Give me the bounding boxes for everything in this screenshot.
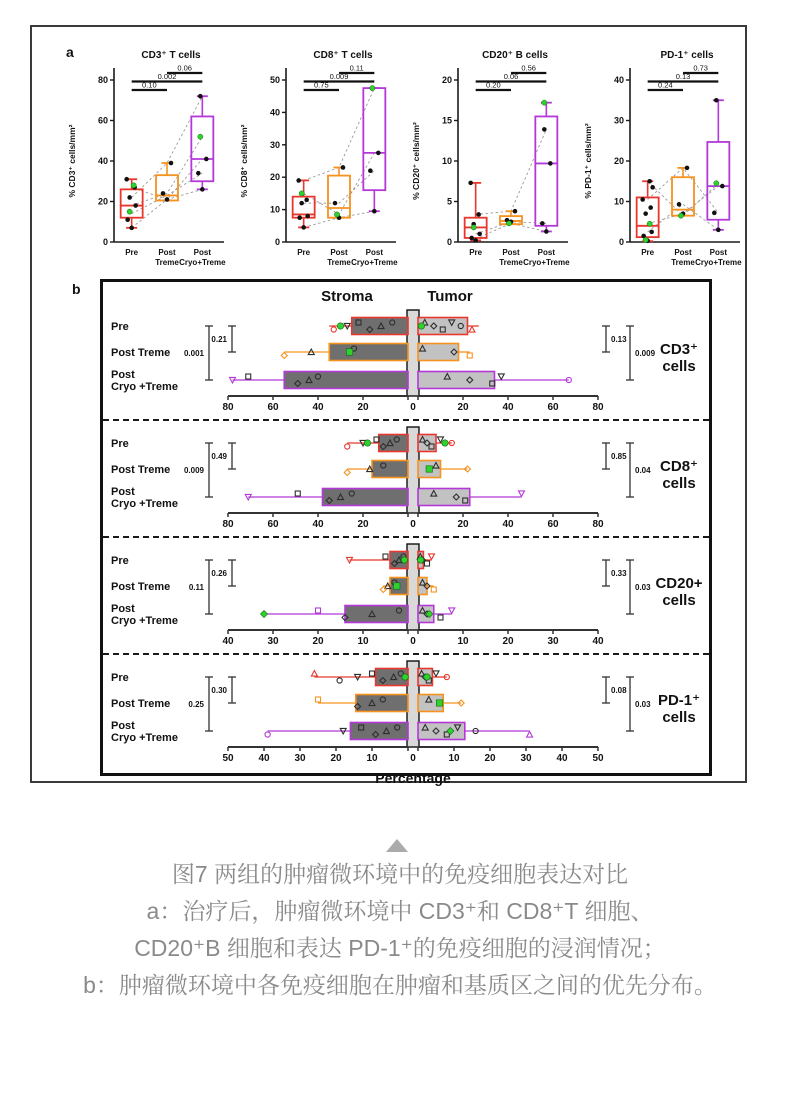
percentage-label: Percentage — [375, 770, 451, 786]
svg-text:Cryo +Treme: Cryo +Treme — [111, 498, 178, 510]
panel-b-footer — [103, 768, 709, 792]
svg-text:10: 10 — [366, 753, 378, 763]
svg-text:40: 40 — [258, 753, 270, 763]
tornado-cd3-cells — [103, 306, 709, 412]
svg-text:0.49: 0.49 — [211, 452, 227, 461]
svg-text:Post: Post — [111, 603, 135, 615]
svg-text:0: 0 — [446, 237, 452, 247]
svg-text:Post: Post — [365, 248, 384, 257]
svg-text:60: 60 — [97, 115, 108, 126]
svg-text:Treme: Treme — [499, 258, 523, 267]
svg-text:50: 50 — [269, 75, 280, 85]
svg-text:CD3⁺ T cells: CD3⁺ T cells — [141, 50, 201, 61]
svg-text:CD20+: CD20+ — [655, 575, 703, 592]
svg-text:40: 40 — [502, 402, 514, 412]
svg-text:Post Treme: Post Treme — [111, 581, 171, 593]
svg-text:10: 10 — [357, 636, 369, 646]
svg-text:0.009: 0.009 — [635, 349, 656, 358]
svg-text:0: 0 — [102, 237, 108, 247]
boxplot-cd8-t-cells — [230, 42, 402, 272]
panel-a-label: a — [66, 44, 74, 60]
svg-text:0.10: 0.10 — [142, 80, 157, 90]
dashed-divider — [103, 419, 709, 421]
svg-text:CD8⁺: CD8⁺ — [660, 458, 698, 475]
svg-text:0.001: 0.001 — [183, 349, 204, 358]
svg-text:Pre: Pre — [125, 248, 139, 257]
svg-text:40: 40 — [312, 519, 324, 529]
svg-text:Pre: Pre — [469, 248, 483, 257]
svg-text:20: 20 — [502, 636, 514, 646]
svg-text:Cryo+Treme: Cryo+Treme — [695, 258, 742, 267]
svg-text:60: 60 — [547, 519, 559, 529]
svg-text:10: 10 — [269, 204, 280, 215]
svg-text:0.11: 0.11 — [188, 583, 204, 592]
svg-text:PD-1⁺ cells: PD-1⁺ cells — [660, 50, 714, 61]
svg-text:Cryo +Treme: Cryo +Treme — [111, 732, 178, 744]
svg-text:0: 0 — [410, 753, 416, 763]
svg-text:cells: cells — [662, 592, 696, 609]
tumor-header: Tumor — [427, 288, 473, 305]
svg-text:80: 80 — [222, 402, 234, 412]
svg-text:0.20: 0.20 — [486, 80, 501, 90]
svg-text:60: 60 — [267, 519, 279, 529]
svg-text:10: 10 — [457, 636, 469, 646]
svg-text:0.25: 0.25 — [188, 700, 204, 709]
svg-text:cells: cells — [662, 358, 696, 375]
svg-text:Treme: Treme — [671, 258, 695, 267]
svg-text:50: 50 — [592, 753, 604, 763]
svg-text:Treme: Treme — [155, 258, 179, 267]
svg-text:30: 30 — [294, 753, 306, 763]
svg-text:0.002: 0.002 — [157, 72, 177, 81]
svg-text:30: 30 — [613, 115, 624, 126]
svg-text:60: 60 — [547, 402, 559, 412]
boxplot-cd20-b-cells — [402, 42, 574, 272]
svg-text:20: 20 — [457, 519, 469, 529]
svg-text:Post: Post — [158, 248, 176, 257]
svg-text:20: 20 — [357, 519, 369, 529]
svg-text:0.04: 0.04 — [635, 466, 651, 475]
svg-text:0.009: 0.009 — [329, 72, 349, 81]
svg-text:Pre: Pre — [111, 321, 129, 333]
svg-text:0.33: 0.33 — [611, 569, 627, 578]
svg-text:% PD-1⁺ cells/mm²: % PD-1⁺ cells/mm² — [583, 123, 593, 199]
svg-text:20: 20 — [269, 172, 280, 183]
svg-text:15: 15 — [441, 115, 452, 126]
panel-b-header — [103, 282, 709, 306]
caption-line: b：肿瘤微环境中各免疫细胞在肿瘤和基质区之间的优先分布。 — [83, 972, 717, 998]
svg-text:CD3⁺: CD3⁺ — [660, 341, 698, 358]
svg-text:30: 30 — [267, 636, 279, 646]
svg-text:0.75: 0.75 — [314, 80, 329, 90]
svg-text:0.06: 0.06 — [177, 63, 192, 73]
svg-text:60: 60 — [267, 402, 279, 412]
svg-text:cells: cells — [662, 709, 696, 726]
svg-text:CD20⁺ B cells: CD20⁺ B cells — [482, 50, 548, 61]
dashed-divider — [103, 653, 709, 655]
svg-text:Pre: Pre — [111, 672, 129, 684]
svg-text:0.21: 0.21 — [211, 335, 227, 344]
svg-text:% CD20⁺ cells/mm²: % CD20⁺ cells/mm² — [411, 122, 421, 200]
svg-text:40: 40 — [269, 107, 280, 118]
svg-text:0.03: 0.03 — [635, 583, 651, 592]
svg-text:40: 40 — [312, 402, 324, 412]
stroma-header: Stroma — [321, 288, 373, 305]
svg-text:80: 80 — [222, 519, 234, 529]
svg-text:Post: Post — [502, 248, 520, 257]
svg-text:80: 80 — [592, 402, 604, 412]
svg-text:0: 0 — [410, 402, 416, 412]
svg-text:20: 20 — [457, 402, 469, 412]
boxplot-cd3-t-cells — [58, 42, 230, 272]
panel-b-plot — [100, 279, 712, 786]
svg-text:0.85: 0.85 — [611, 452, 627, 461]
figure-caption — [0, 856, 800, 1004]
svg-text:0: 0 — [410, 519, 416, 529]
svg-text:10: 10 — [448, 753, 460, 763]
svg-text:Post: Post — [111, 369, 135, 381]
svg-text:Post: Post — [537, 248, 556, 257]
tornado-pd1-cells — [103, 657, 709, 763]
svg-text:Post Treme: Post Treme — [111, 464, 171, 476]
svg-text:20: 20 — [441, 75, 452, 85]
svg-text:40: 40 — [556, 753, 568, 763]
svg-text:Post: Post — [111, 720, 135, 732]
caption-line: a：治疗后，肿瘤微环境中 CD3⁺和 CD8⁺T 细胞、 — [146, 898, 654, 924]
svg-text:30: 30 — [520, 753, 532, 763]
svg-text:Cryo+Treme: Cryo+Treme — [179, 258, 226, 267]
svg-text:cells: cells — [662, 475, 696, 492]
svg-text:20: 20 — [312, 636, 324, 646]
dashed-divider — [103, 536, 709, 538]
svg-text:Post: Post — [111, 486, 135, 498]
svg-text:Cryo +Treme: Cryo +Treme — [111, 381, 178, 393]
svg-text:0.009: 0.009 — [183, 466, 204, 475]
svg-text:0.03: 0.03 — [635, 700, 651, 709]
svg-text:0.06: 0.06 — [503, 72, 519, 81]
svg-text:0: 0 — [410, 636, 416, 646]
svg-text:20: 20 — [484, 753, 496, 763]
svg-text:80: 80 — [592, 519, 604, 529]
svg-text:30: 30 — [547, 636, 559, 646]
svg-text:Pre: Pre — [297, 248, 311, 257]
svg-text:Cryo+Treme: Cryo+Treme — [351, 258, 398, 267]
svg-text:Pre: Pre — [111, 555, 129, 567]
svg-text:Pre: Pre — [111, 438, 129, 450]
svg-text:Post: Post — [330, 248, 348, 257]
svg-text:20: 20 — [357, 402, 369, 412]
svg-text:40: 40 — [592, 636, 604, 646]
svg-text:20: 20 — [613, 156, 624, 166]
svg-text:20: 20 — [97, 196, 108, 207]
svg-text:0.13: 0.13 — [675, 72, 691, 81]
svg-text:Pre: Pre — [641, 248, 655, 257]
svg-text:40: 40 — [222, 636, 234, 646]
caption-line: CD20⁺B 细胞和表达 PD-1⁺的免疫细胞的浸润情况； — [134, 935, 666, 961]
svg-text:10: 10 — [613, 196, 624, 207]
svg-text:Post: Post — [709, 248, 728, 257]
svg-text:% CD3⁺ cells/mm²: % CD3⁺ cells/mm² — [67, 124, 77, 198]
tornado-cd8-cells — [103, 423, 709, 529]
svg-text:PD-1⁺: PD-1⁺ — [657, 692, 701, 709]
svg-text:0.30: 0.30 — [211, 686, 227, 695]
panel-b-label: b — [72, 281, 81, 297]
svg-text:5: 5 — [446, 196, 452, 207]
svg-text:Post: Post — [193, 248, 212, 257]
svg-text:10: 10 — [441, 156, 452, 166]
svg-text:Cryo +Treme: Cryo +Treme — [111, 615, 178, 627]
triangle-up-icon[interactable] — [386, 839, 408, 852]
svg-text:40: 40 — [97, 156, 108, 166]
caption-line: 图7 两组的肿瘤微环境中的免疫细胞表达对比 — [171, 861, 629, 887]
svg-text:Post Treme: Post Treme — [111, 347, 171, 359]
svg-text:0.26: 0.26 — [211, 569, 227, 578]
svg-text:Post Treme: Post Treme — [111, 698, 171, 710]
svg-text:30: 30 — [269, 139, 280, 150]
svg-text:0.13: 0.13 — [611, 335, 627, 344]
svg-text:50: 50 — [222, 753, 234, 763]
svg-text:Treme: Treme — [327, 258, 351, 267]
svg-text:40: 40 — [502, 519, 514, 529]
svg-text:% CD8⁺ cells/mm²: % CD8⁺ cells/mm² — [239, 124, 249, 198]
svg-text:0.24: 0.24 — [658, 80, 673, 90]
panel-a-boxplots — [58, 42, 748, 272]
svg-text:CD8⁺ T cells: CD8⁺ T cells — [313, 50, 373, 61]
svg-text:0.11: 0.11 — [349, 63, 364, 73]
svg-text:Cryo+Treme: Cryo+Treme — [523, 258, 570, 267]
svg-text:20: 20 — [330, 753, 342, 763]
svg-text:0.56: 0.56 — [521, 63, 536, 73]
boxplot-pd1-cells — [574, 42, 746, 272]
svg-text:0.73: 0.73 — [693, 63, 708, 73]
svg-text:0: 0 — [618, 237, 624, 247]
svg-text:0.08: 0.08 — [611, 686, 627, 695]
svg-text:Post: Post — [674, 248, 692, 257]
svg-text:80: 80 — [97, 75, 108, 85]
tornado-cd20-cells — [103, 540, 709, 646]
svg-text:0: 0 — [274, 237, 280, 247]
svg-text:40: 40 — [613, 75, 624, 85]
